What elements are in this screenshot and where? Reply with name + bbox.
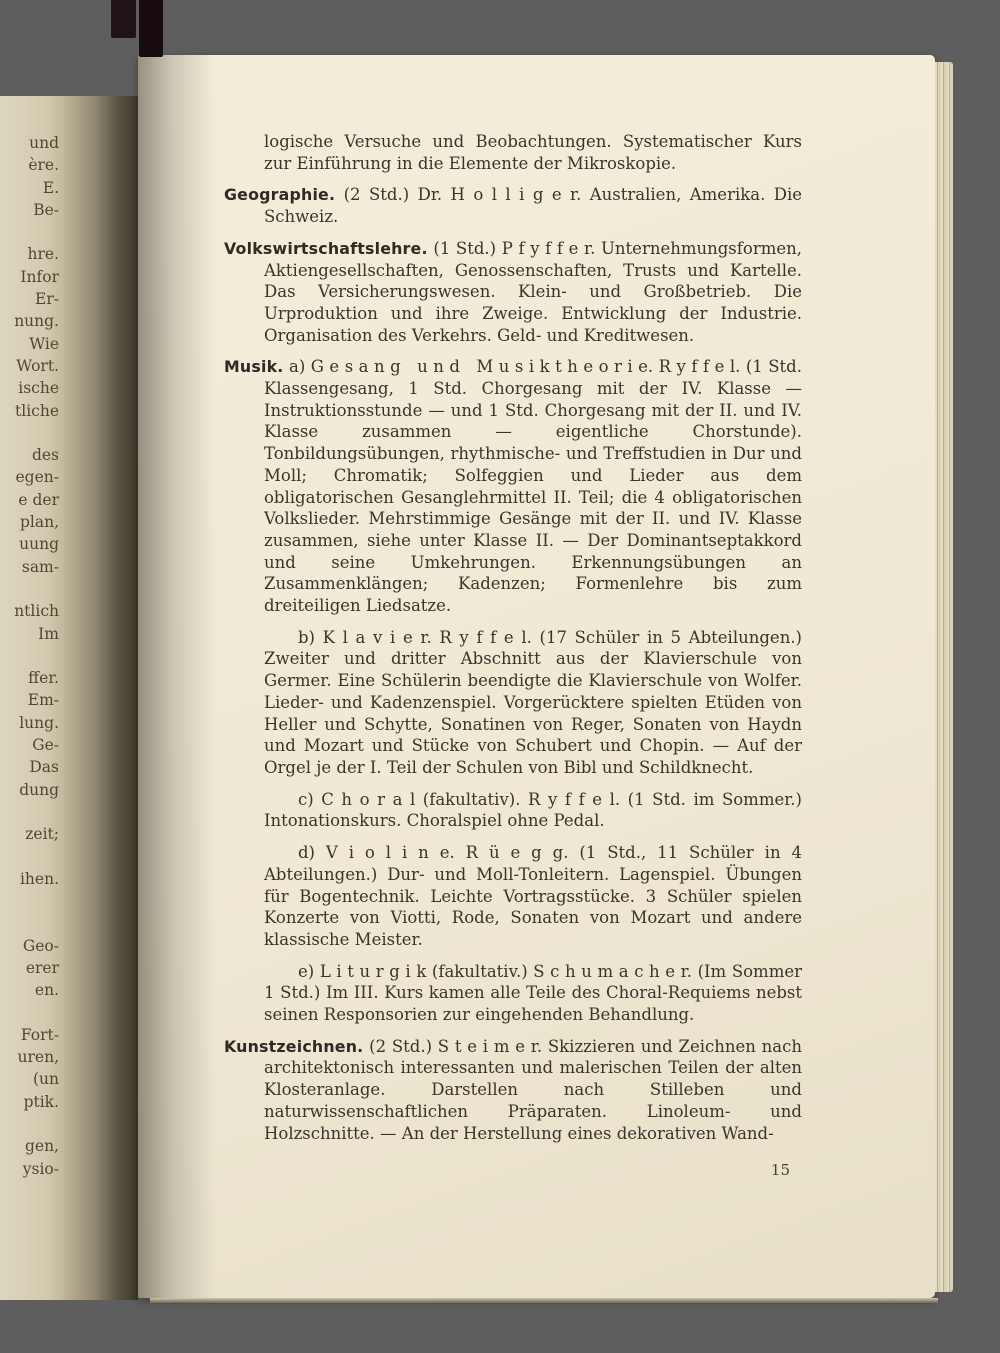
left-page-fragment: ische xyxy=(18,379,59,398)
musik-subparagraph: d) V i o l i n e. R ü e g g. (1 Std., 11 Schüler in 4 Abteilungen.) Dur- und Moll-Tonleitern. Lagenspiel. Übungen für Bogentechnik. Leichte Vortragsstücke. 3 Schüler spielen Konzerte von Viotti, Rode, Sonaten von Mozart und andere klassische Meister. xyxy=(264,843,802,949)
left-page-fragment xyxy=(0,221,59,243)
left-page-fragment xyxy=(0,1002,59,1024)
left-page-fragment: dung xyxy=(19,780,59,799)
entry-volkswirtschaftslehre xyxy=(224,238,802,347)
left-page-fragment: egen- xyxy=(15,468,59,487)
entry-musik-body: a) G e s a n g u n d M u s i k t h e o r i e. R y f f e l. (1 Std. Klassengesang, 1 Std. Chorgesang mit der IV. Klasse — Instruktionsstunde — und 1 Std. Chorgesang mit der II. und IV. Klasse zusammen — eigentliche Chorstunde). Tonbildungsübungen, rhythmische- und Treffstudien in Dur und Moll; Chromatik; Solfeggien und Lieder aus dem obligatorischen Gesanglehrmittel II. Teil; die 4 obligatorischen Volkslieder. Mehrstimmige Gesänge mit der II. und IV. Klasse zusammen, siehe unter Klasse II. — Der Dominantseptakkord und seine Umkehrungen. Erkennungsübungen an Zusammenklängen; Kadenzen; Formenlehre bis zum dreiteiligen Liedsatze. xyxy=(264,357,802,616)
left-page-fragment: sam- xyxy=(21,557,59,576)
binding-tape xyxy=(139,0,163,57)
entry-volkswirtschaftslehre-body: (1 Std.) P f y f f e r. Unternehmungsformen, Aktiengesellschaften, Genossenschaften, Trusts und Kartelle. Das Versicherungswesen. Klein- und Großbetrieb. Die Urproduktion und ihre Zweige. Entwicklung der Industrie. Organisation des Verkehrs. Geld- und Kreditwesen. xyxy=(264,238,802,345)
entry-kunstzeichnen xyxy=(224,1036,802,1145)
entry-geographie-body: (2 Std.) Dr. H o l l i g e r. Australien, Amerika. Die Schweiz. xyxy=(264,185,803,227)
left-page-fragment: Infor xyxy=(20,267,59,286)
left-page-fragment: uung xyxy=(19,535,59,554)
left-page-fragment xyxy=(0,578,59,600)
left-page-fragment: Em- xyxy=(27,691,59,710)
left-page-fragment: Ge- xyxy=(32,736,59,755)
entry-musik xyxy=(224,356,802,616)
page-text xyxy=(224,131,802,1182)
left-page-fragment: erer xyxy=(25,958,59,977)
binding-tape xyxy=(111,0,136,38)
fore-edge-pages xyxy=(935,62,953,1292)
left-page-fragment: ère. xyxy=(28,156,59,175)
left-page-fragment: Wie xyxy=(29,334,59,353)
left-page-fragment: Fort- xyxy=(20,1025,59,1044)
entry-volkswirtschaftslehre-heading: Volkswirtschaftslehre. xyxy=(224,238,428,258)
left-page-fragment: ihen. xyxy=(19,869,59,888)
left-page-fragment: Geo- xyxy=(22,936,59,955)
gutter-shadow xyxy=(138,55,216,1298)
entry-kunstzeichnen-body: (2 Std.) S t e i m e r. Skizzieren und Zeichnen nach architektonisch interessanten und malerischen Teilen der alten Klosteranlage. Darstellen nach Stilleben und naturwissenschaftlichen Präparaten. Linoleum- und Holzschnitte. — An der Herstellung eines dekorativen Wand- xyxy=(264,1036,802,1143)
entry-kunstzeichnen-heading: Kunstzeichnen. xyxy=(224,1036,364,1056)
left-page-fragment: plan, xyxy=(19,513,59,532)
left-page-fragment: ysio- xyxy=(22,1159,59,1178)
paragraph-continuation: logische Versuche und Beobachtungen. Systematischer Kurs zur Einführung in die Elemente der Mikroskopie. xyxy=(264,132,802,173)
entry-geographie-heading: Geographie. xyxy=(224,185,336,205)
left-page-fragment: und xyxy=(29,134,59,152)
musik-subparagraph: b) K l a v i e r. R y f f e l. (17 Schüler in 5 Abteilungen.) Zweiter und dritter Abschnitt aus der Klavierschule von Germer. Eine Schülerin beendigte die Klavierschule von Wolfer. Lieder- und Kadenzenspiel. Vorgerücktere spielten Etüden von Heller und Schytte, Sonatinen von Reger, Sonaten von Haydn und Mozart und Stücke von Schubert und Chopin. — Auf der Orgel je der I. Teil der Schulen von Bibl und Schildknecht. xyxy=(264,627,802,777)
left-page-fragment: ffer. xyxy=(28,669,59,688)
entry-geographie xyxy=(224,184,802,227)
left-page-fragment: ptik. xyxy=(23,1092,59,1111)
page-gutter xyxy=(64,96,138,1300)
left-page-fragment: E. xyxy=(42,178,59,197)
left-page-fragment: Be- xyxy=(33,200,59,219)
left-page-fragment xyxy=(0,645,59,667)
left-page-fragment: uren, xyxy=(17,1048,59,1067)
musik-subparagraph: e) L i t u r g i k (fakultativ.) S c h u m a c h e r. (Im Sommer 1 Std.) Im III. Kurs kamen alle Teile des Choral-Requiems nebst seinen Responsorien zur eingehenden Behandlung. xyxy=(264,961,802,1025)
bottom-page-edge xyxy=(150,1298,938,1303)
left-page-edge xyxy=(0,96,64,1300)
page-number: 15 xyxy=(770,1161,790,1180)
left-page-fragment xyxy=(0,890,59,912)
left-page-fragment: nung. xyxy=(14,312,59,331)
left-page-fragment xyxy=(0,801,59,823)
left-page-fragment: des xyxy=(31,446,59,465)
left-page-fragment: Er- xyxy=(35,290,59,309)
musik-subsections xyxy=(224,627,802,1026)
left-page-fragment: zeit; xyxy=(25,825,59,844)
left-page-fragment: (un xyxy=(32,1070,59,1089)
left-page-fragment: e der xyxy=(18,490,59,509)
main-page xyxy=(138,55,935,1298)
left-page-fragments xyxy=(0,132,59,1180)
left-page-fragment: hre. xyxy=(27,245,59,264)
left-page-fragment: tliche xyxy=(15,401,59,420)
left-page-fragment: en. xyxy=(34,981,59,1000)
left-page-fragment xyxy=(0,846,59,868)
musik-subparagraph: c) C h o r a l (fakultativ). R y f f e l. (1 Std. im Sommer.) Intonationskurs. Choralspiel ohne Pedal. xyxy=(264,789,802,831)
entry-musik-heading: Musik. xyxy=(224,357,284,377)
left-page-fragment xyxy=(0,912,59,934)
left-page-fragment: gen, xyxy=(24,1137,59,1156)
left-page-fragment: Im xyxy=(38,624,59,643)
left-page-fragment: lung. xyxy=(19,713,59,732)
left-page-fragment: Das xyxy=(29,758,59,777)
left-page-fragment xyxy=(0,422,59,444)
left-page-fragment: ntlich xyxy=(14,602,59,621)
left-page-fragment xyxy=(0,1113,59,1135)
left-page-fragment: Wort. xyxy=(16,356,59,375)
